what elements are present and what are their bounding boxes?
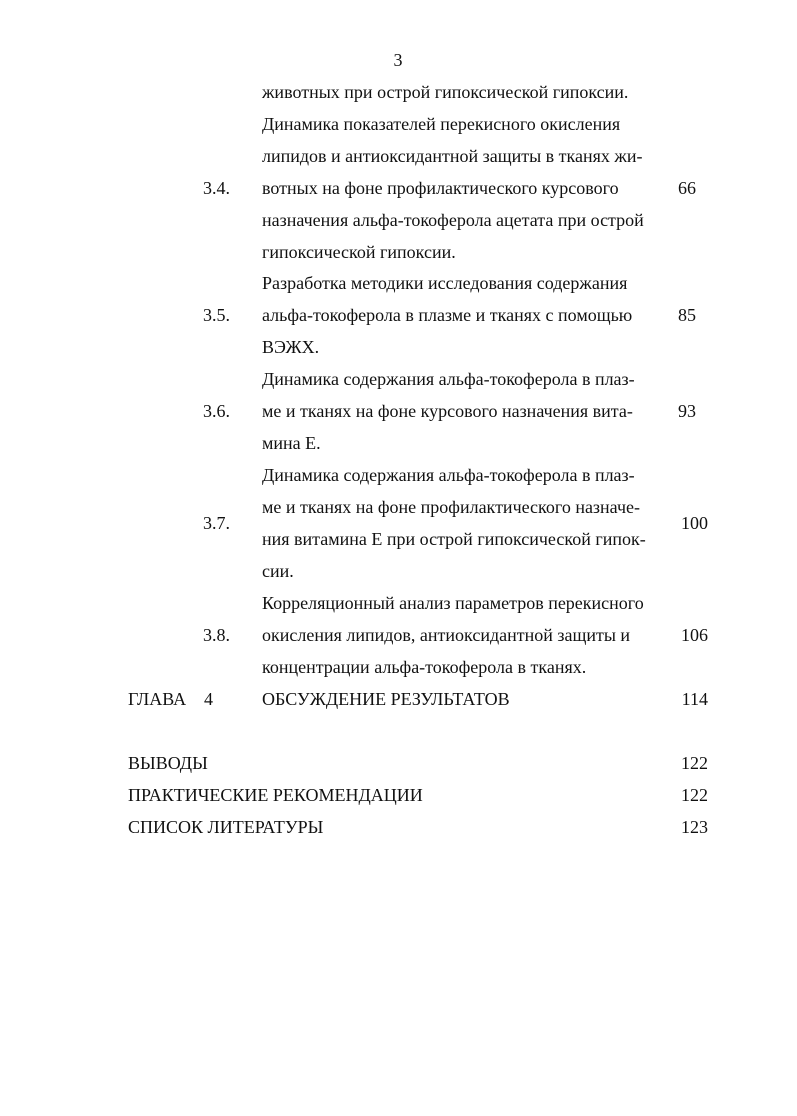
toc-line: мина Е. bbox=[262, 433, 321, 453]
toc-line: сии. bbox=[262, 561, 294, 581]
toc-back-title: ПРАКТИЧЕСКИЕ РЕКОМЕНДАЦИИ bbox=[128, 785, 423, 805]
toc-page-number: 123 bbox=[681, 817, 708, 837]
toc-line: гипоксической гипоксии. bbox=[262, 242, 456, 262]
toc-page-number: 100 bbox=[681, 513, 708, 533]
toc-line: назначения альфа-токоферола ацетата при острой bbox=[262, 210, 644, 230]
toc-line: альфа-токоферола в плазме и тканях с помощью bbox=[262, 305, 633, 325]
toc-line: липидов и антиоксидантной защиты в тканях жи- bbox=[262, 146, 643, 166]
toc-section-number: 3.8. bbox=[203, 625, 230, 645]
toc-section-number: 3.5. bbox=[203, 305, 230, 325]
toc-line: Динамика содержания альфа-токоферола в плаз- bbox=[262, 465, 635, 485]
toc-line: окисления липидов, антиоксидантной защиты и bbox=[262, 625, 631, 645]
toc-page-number: 114 bbox=[681, 689, 708, 709]
toc-section-number: 3.4. bbox=[203, 178, 230, 198]
toc-line: Корреляционный анализ параметров перекисного bbox=[262, 593, 644, 613]
toc-back-title: ВЫВОДЫ bbox=[128, 753, 208, 773]
page-number: 3 bbox=[393, 50, 403, 70]
toc-chapter-number: 4 bbox=[204, 689, 213, 709]
toc-chapter-label: ГЛАВА bbox=[128, 689, 187, 709]
toc-line: Динамика содержания альфа-токоферола в плаз- bbox=[262, 369, 635, 389]
toc-line: ме и тканях на фоне профилактического назначе- bbox=[262, 497, 640, 517]
toc-line: ВЭЖХ. bbox=[262, 337, 320, 357]
toc-page-number: 122 bbox=[681, 753, 708, 773]
toc-chapter-title: ОБСУЖДЕНИЕ РЕЗУЛЬТАТОВ bbox=[262, 689, 510, 709]
toc-page-number: 66 bbox=[678, 178, 696, 198]
toc-page-number: 85 bbox=[678, 305, 696, 325]
toc-page-number: 93 bbox=[678, 401, 696, 421]
toc-line: Разработка методики исследования содержания bbox=[262, 273, 628, 293]
toc-line: Динамика показателей перекисного окисления bbox=[262, 114, 621, 134]
toc-section-number: 3.6. bbox=[203, 401, 230, 421]
toc-page-number: 122 bbox=[681, 785, 708, 805]
toc-section-number: 3.7. bbox=[203, 513, 230, 533]
toc-back-title: СПИСОК ЛИТЕРАТУРЫ bbox=[128, 817, 324, 837]
toc-line: ме и тканях на фоне курсового назначения вита- bbox=[262, 401, 633, 421]
toc-line: ния витамина Е при острой гипоксической гипок- bbox=[262, 529, 646, 549]
toc-page-number: 106 bbox=[681, 625, 708, 645]
toc-line: животных при острой гипоксической гипоксии. bbox=[262, 82, 629, 102]
toc-line: концентрации альфа-токоферола в тканях. bbox=[262, 657, 587, 677]
toc-line: вотных на фоне профилактического курсового bbox=[262, 178, 619, 198]
